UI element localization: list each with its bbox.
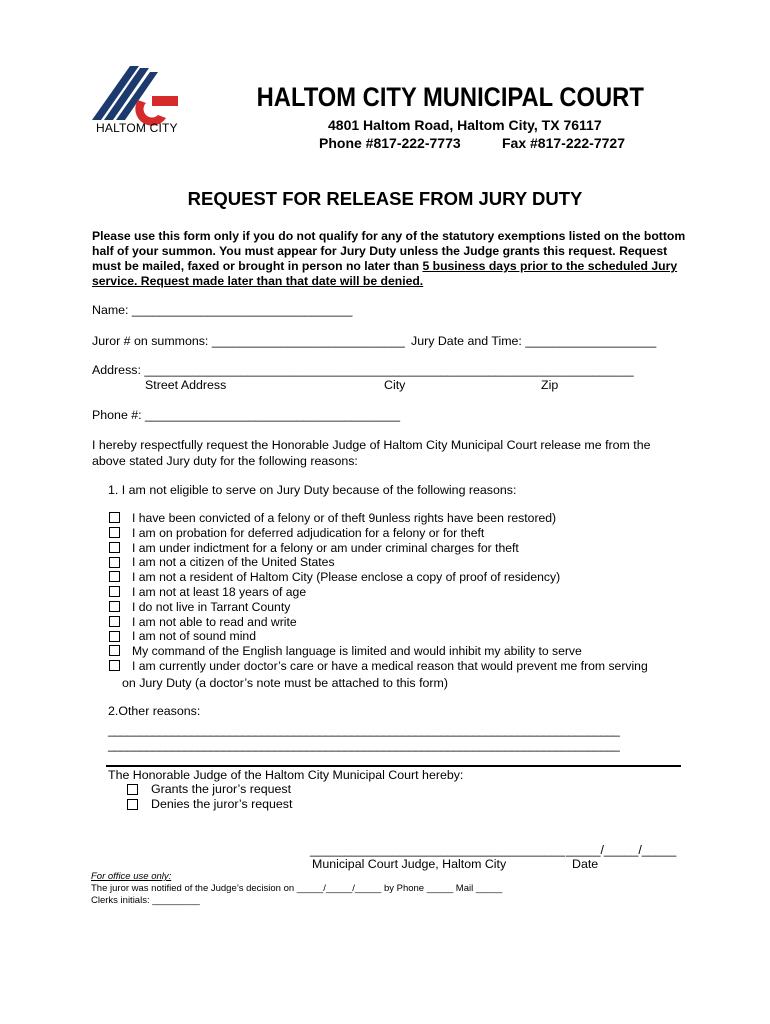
form-title: REQUEST FOR RELEASE FROM JURY DUTY <box>187 188 583 209</box>
court-address: 4801 Haltom Road, Haltom City, TX 76117 <box>328 117 602 133</box>
grant-checkbox[interactable] <box>127 784 138 795</box>
section-2-heading: 2.Other reasons: <box>108 704 201 718</box>
section-1-heading: 1. I am not eligible to serve on Jury Duty because of the following reasons: <box>108 483 517 497</box>
reason-item: I am under indictment for a felony or am under criminal charges for theft <box>132 540 519 555</box>
reason-item: I am not a citizen of the United States <box>132 555 335 570</box>
other-reasons-line[interactable]: ________________________________________________________________________________ <box>108 738 620 752</box>
street-address-label: Street Address <box>145 378 227 392</box>
zip-label: Zip <box>541 378 559 392</box>
court-name: HALTOM CITY MUNICIPAL COURT <box>256 82 644 112</box>
clerks-initials-line: Clerks initials: _________ <box>91 895 200 906</box>
deny-label: Denies the juror’s request <box>151 797 293 811</box>
reason-continuation: on Jury Duty (a doctor’s note must be attached to this form) <box>122 676 448 690</box>
court-fax: Fax #817-222-7727 <box>502 135 625 151</box>
reason-checkbox-8[interactable] <box>109 616 120 627</box>
date-line[interactable]: _____/_____/_____ <box>566 843 677 857</box>
request-statement: I hereby respectfully request the Honorable Judge of Haltom City Municipal Court release me from the above stated Jury duty for the following reasons: <box>92 438 651 468</box>
reason-item: I do not live in Tarrant County <box>132 599 291 614</box>
reason-checkbox-7[interactable] <box>109 601 120 612</box>
reasons-list <box>132 511 648 674</box>
reason-item: My command of the English language is limited and would inhibit my ability to serve <box>132 644 582 659</box>
reason-item: I am not able to read and write <box>132 614 297 629</box>
judge-heading: The Honorable Judge of the Haltom City Municipal Court hereby: <box>108 768 464 782</box>
date-label: Date <box>572 857 599 871</box>
reason-checkbox-6[interactable] <box>109 586 120 597</box>
reason-item: I am currently under doctor’s care or have a medical reason that would prevent me from serving <box>132 658 648 673</box>
instructions <box>92 229 692 289</box>
reason-checkbox-5[interactable] <box>109 571 120 582</box>
office-notified-line: The juror was notified of the Judge’s decision on _____/_____/_____ by Phone _____ Mail _____ <box>91 883 503 894</box>
other-reasons-line[interactable]: ________________________________________________________________________________ <box>108 723 620 737</box>
city-label: City <box>384 378 406 392</box>
logo-text: HALTOM CITY <box>96 121 178 135</box>
reason-checkbox-10[interactable] <box>109 645 120 656</box>
reason-item: I have been convicted of a felony or of theft 9unless rights have been restored) <box>132 511 557 525</box>
reason-item: I am not at least 18 years of age <box>132 584 307 599</box>
address-field[interactable]: Address: _______________________________________________________________________ <box>92 363 634 377</box>
court-phone: Phone #817-222-7773 <box>319 135 461 151</box>
reason-checkbox-1[interactable] <box>109 512 120 523</box>
reason-checkbox-11[interactable] <box>109 660 120 671</box>
grant-label: Grants the juror’s request <box>151 782 292 796</box>
name-field[interactable]: Name: ________________________________ <box>92 303 353 317</box>
instructions-text: Please use this form only if you do not qualify for any of the statutory exemptions listed on the bottom half of your summon. You must appear for Jury Duty unless the Judge grants this request. Request must be mailed, faxed or brought in person no later than <box>92 229 686 273</box>
office-use-heading: For office use only: <box>91 871 172 882</box>
reason-checkbox-2[interactable] <box>109 527 120 538</box>
judge-signature-label: Municipal Court Judge, Haltom City <box>312 857 507 871</box>
jury-date-field[interactable]: Jury Date and Time: ___________________ <box>411 334 657 348</box>
reason-checkbox-4[interactable] <box>109 557 120 568</box>
juror-number-field[interactable]: Juror # on summons: ____________________________ <box>92 334 405 348</box>
reason-checkbox-9[interactable] <box>109 631 120 642</box>
reason-checkbox-3[interactable] <box>109 542 120 553</box>
reason-item: I am not a resident of Haltom City (Please enclose a copy of proof of residency) <box>132 570 561 585</box>
reason-item: I am not of sound mind <box>132 629 256 644</box>
divider-line <box>106 765 681 767</box>
reason-item: I am on probation for deferred adjudication for a felony or for theft <box>132 525 485 540</box>
deny-checkbox[interactable] <box>127 799 138 810</box>
phone-field[interactable]: Phone #: _____________________________________ <box>92 408 401 422</box>
judge-signature-line[interactable]: _____________________________________ <box>310 843 565 857</box>
instructions-deadline: 5 business days prior to the scheduled Jury service. Request made later than that date will be denied. <box>92 259 678 288</box>
